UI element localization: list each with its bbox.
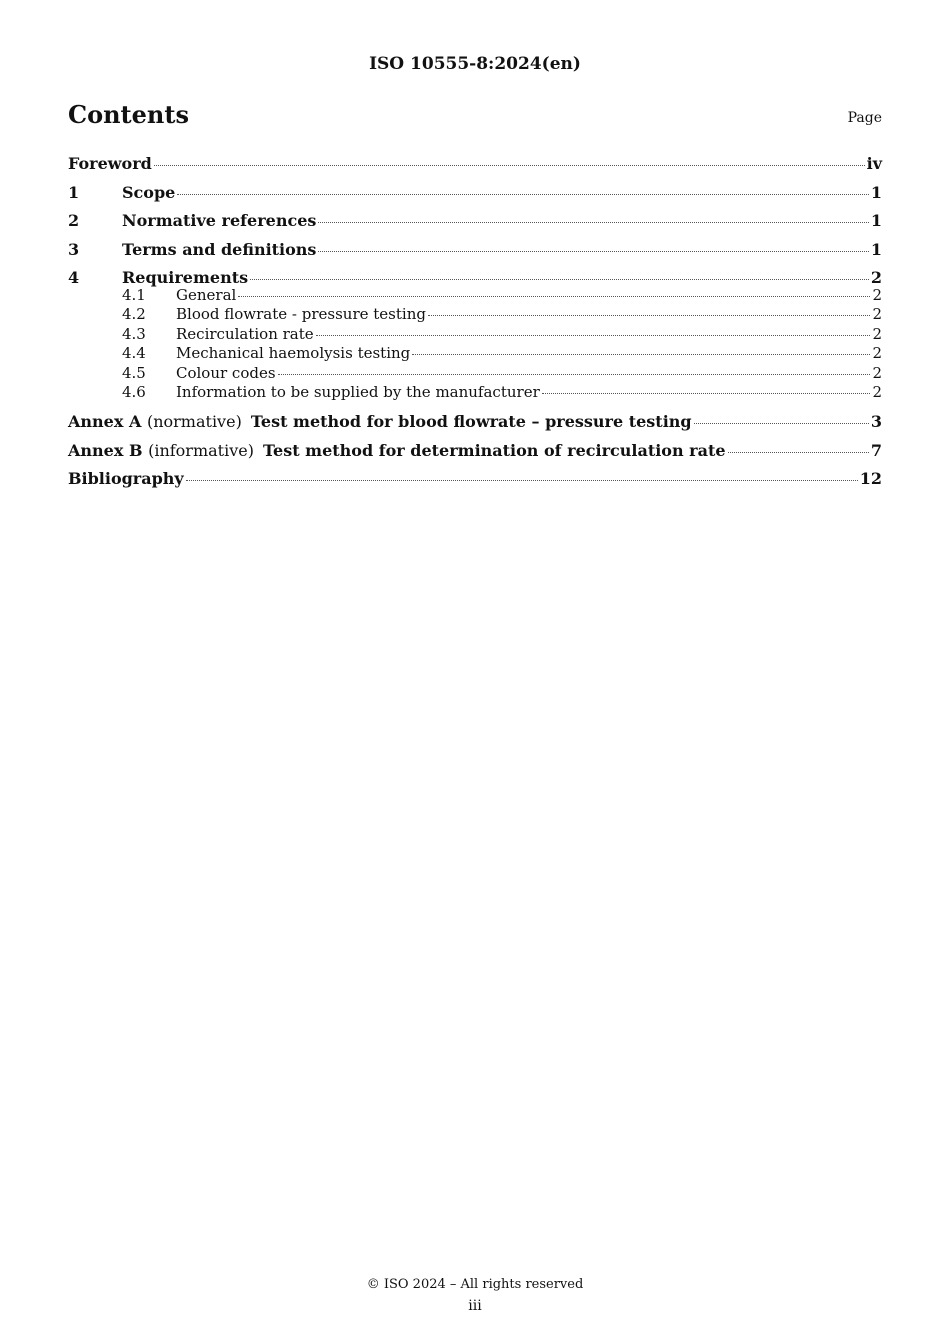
toc-entry-scope[interactable] <box>68 181 882 210</box>
toc-subentry-recirculation-rate[interactable] <box>68 325 882 344</box>
toc-entry-title: Test method for blood flowrate – pressure testing <box>250 412 692 432</box>
toc-page-number: 2 <box>872 286 882 304</box>
toc-page-number: 2 <box>870 268 882 287</box>
toc-subentry-title: Blood flowrate - pressure testing <box>176 305 426 324</box>
toc-page-number: 7 <box>870 440 882 460</box>
copyright-notice: © ISO 2024 – All rights reserved <box>366 1277 584 1292</box>
toc-subentry-title: Colour codes <box>176 363 276 382</box>
dot-leader <box>318 222 868 223</box>
toc-entry-terms-and-definitions[interactable] <box>68 238 882 267</box>
toc-page-number: iv <box>866 154 882 173</box>
toc-subclause-number: 4.3 <box>122 324 146 343</box>
dot-leader <box>177 194 869 195</box>
toc-entry-title: Terms and definitions <box>122 239 317 259</box>
dot-leader <box>728 452 869 453</box>
contents-title: Contents <box>68 100 189 129</box>
annex-prefix: Annex A <box>68 412 142 432</box>
annex-prefix: Annex B <box>68 440 143 460</box>
dot-leader <box>428 315 870 316</box>
toc-entry-title: Test method for determination of recirculation rate <box>262 440 726 460</box>
toc-page-number: 1 <box>870 239 882 259</box>
dot-leader <box>154 165 865 166</box>
dot-leader <box>238 296 870 297</box>
toc-subclause-number: 4.2 <box>122 305 146 324</box>
toc-subclause-number: 4.6 <box>122 382 146 401</box>
dot-leader <box>318 251 868 252</box>
toc-page-number: 2 <box>872 305 882 324</box>
toc-page-number: 2 <box>872 344 882 363</box>
toc-entry-title: Bibliography <box>68 469 184 489</box>
dot-leader <box>542 393 871 394</box>
toc-subclause-number: 4.4 <box>122 344 146 363</box>
toc-page-number: 1 <box>870 211 882 230</box>
toc-entry-title: Foreword <box>68 154 152 173</box>
toc-entry-title: Normative references <box>122 211 317 230</box>
toc-subclause-number: 4.5 <box>122 363 146 382</box>
toc-subentry-title: Information to be supplied by the manufacturer <box>176 382 540 401</box>
toc-clause-number: 3 <box>68 239 80 259</box>
toc-subentry-title: Mechanical haemolysis testing <box>176 344 411 363</box>
toc-subentry-manufacturer-information[interactable] <box>68 383 882 402</box>
toc-subentry-mechanical-haemolysis[interactable] <box>68 344 882 363</box>
toc-entry-bibliography[interactable] <box>68 467 882 496</box>
table-of-contents <box>68 152 882 496</box>
toc-subentry-general[interactable] <box>68 286 882 305</box>
toc-page-number: 1 <box>870 182 882 202</box>
toc-entry-title: Requirements <box>122 268 249 287</box>
dot-leader <box>316 335 871 336</box>
toc-page-number: 2 <box>872 363 882 382</box>
toc-entry-annex-a[interactable] <box>68 410 882 439</box>
toc-clause-number: 2 <box>68 211 80 230</box>
dot-leader <box>412 354 870 355</box>
toc-page-number: 2 <box>872 324 882 343</box>
toc-entry-annex-b[interactable] <box>68 439 882 468</box>
toc-page-number: 3 <box>870 412 882 432</box>
toc-subentry-blood-flowrate[interactable] <box>68 305 882 324</box>
toc-page-number: 12 <box>859 469 882 489</box>
dot-leader <box>694 423 869 424</box>
toc-subentry-title: Recirculation rate <box>176 324 314 343</box>
dot-leader <box>278 374 871 375</box>
toc-subentry-title: General <box>176 286 237 304</box>
annex-kind: (normative) <box>146 412 242 432</box>
toc-clause-number: 1 <box>68 182 80 202</box>
toc-entry-normative-references[interactable] <box>68 209 882 238</box>
annex-kind: (informative) <box>148 440 254 460</box>
dot-leader <box>186 480 858 481</box>
toc-clause-number: 4 <box>68 268 80 287</box>
document-id: ISO 10555-8:2024(en) <box>369 54 581 74</box>
spacer <box>68 402 882 410</box>
toc-page-number: 2 <box>872 382 882 401</box>
toc-subentry-colour-codes[interactable] <box>68 364 882 383</box>
toc-entry-requirements[interactable] <box>68 266 882 286</box>
toc-subclause-number: 4.1 <box>122 286 146 304</box>
page-column-label: Page <box>847 110 882 126</box>
page-number: iii <box>468 1298 482 1314</box>
toc-entry-foreword[interactable] <box>68 152 882 181</box>
toc-entry-title: Scope <box>122 182 176 202</box>
dot-leader <box>250 279 869 280</box>
